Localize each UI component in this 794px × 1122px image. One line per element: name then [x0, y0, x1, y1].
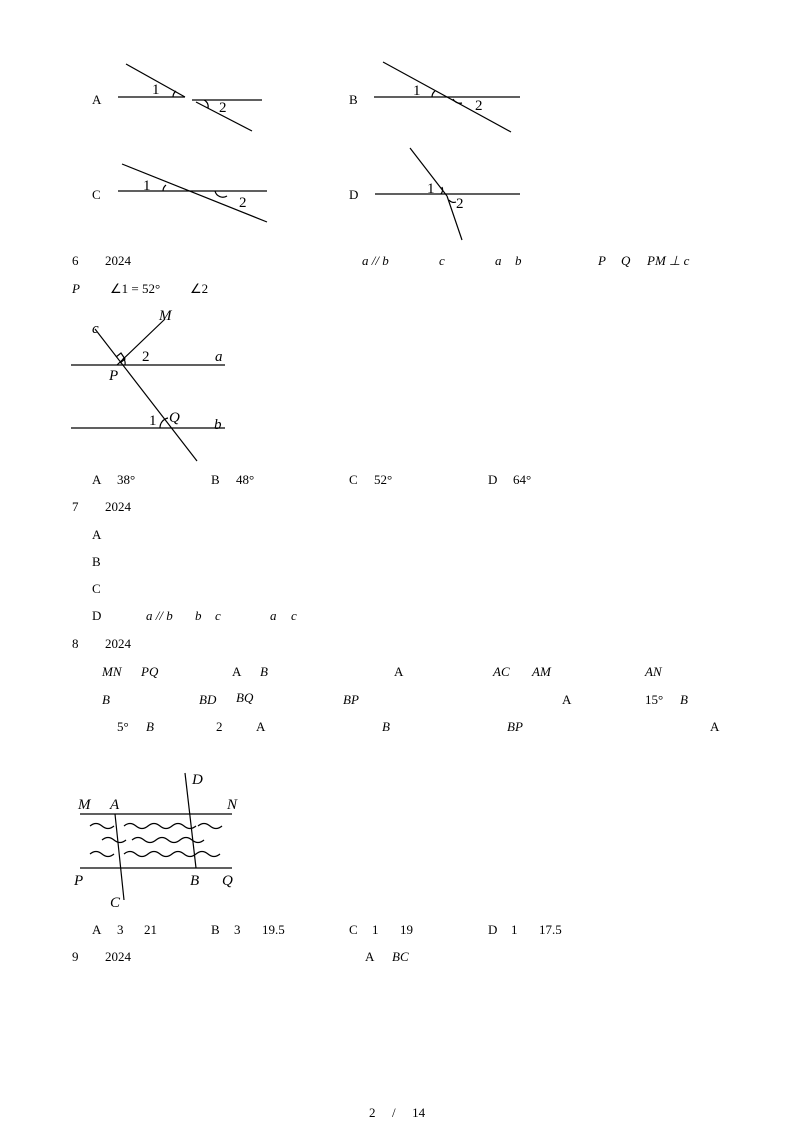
q8-choice-d-letter: D [488, 922, 498, 937]
q6-choice-b-value: 48° [236, 472, 255, 487]
option-c-angle2: 2 [239, 195, 247, 211]
q8-choice-c-v2: 19 [400, 922, 413, 937]
q6-point-p: P [598, 253, 606, 268]
q8-fig-n: N [227, 797, 238, 813]
q8-fig-b: B [190, 873, 200, 889]
q7-d-b: b [195, 608, 202, 623]
option-c-angle1: 1 [143, 178, 151, 194]
q8-fig-p: P [74, 873, 84, 889]
option-a-figure [110, 58, 270, 138]
q6-fig-p: P [109, 368, 119, 384]
q8-year: 2024 [105, 636, 131, 651]
q6-choice-d-letter: D [488, 472, 498, 487]
q8-fig-a: A [110, 797, 120, 813]
q8-choice-c-v1: 1 [372, 922, 379, 937]
q8-l3-a: A [256, 719, 266, 734]
q6-angle1: ∠1 = 52° [110, 281, 161, 296]
q8-l2-a: A [562, 692, 572, 707]
q8-choice-d-v1: 1 [511, 922, 518, 937]
q6-line2-p: P [72, 281, 80, 296]
option-b-label: B [349, 92, 358, 107]
q8-fig-q: Q [222, 873, 233, 889]
q8-l3-a2: A [710, 719, 720, 734]
option-a-angle2: 2 [219, 100, 227, 116]
q8-l2-bq: BQ [236, 690, 254, 705]
q8-l3-b2: B [382, 719, 390, 734]
q6-point-q: Q [621, 253, 631, 268]
q8-l2-15deg: 15° [645, 692, 664, 707]
q6-fig-m: M [159, 308, 172, 324]
q6-choice-c-value: 52° [374, 472, 393, 487]
option-d-figure [370, 140, 530, 245]
q8-l1-a: A [232, 664, 242, 679]
q8-l1-b: B [260, 664, 268, 679]
option-d-label: D [349, 187, 359, 202]
q6-fig-angle2: 2 [142, 349, 150, 365]
page-number: 2 [368, 1105, 376, 1120]
q7-d-c2: c [291, 608, 297, 623]
q6-fig-q: Q [169, 410, 180, 426]
option-c-label: C [92, 187, 101, 202]
q6-choice-a-value: 38° [117, 472, 136, 487]
q6-number: 6 [72, 253, 79, 268]
q8-choice-a-v1: 3 [117, 922, 124, 937]
q6-perp: PM ⊥ c [647, 253, 690, 268]
q6-line-b: b [515, 253, 522, 268]
q8-choice-b-v2: 19.5 [262, 922, 285, 937]
q6-choice-a-letter: A [92, 472, 102, 487]
q8-l1-am: AM [532, 664, 551, 679]
q8-l2-b: B [102, 692, 110, 707]
option-d-angle2: 2 [456, 196, 464, 212]
option-d-angle1: 1 [427, 181, 435, 197]
option-b-angle1: 1 [413, 83, 421, 99]
q8-l3-bp: BP [507, 719, 523, 734]
q8-number: 8 [72, 636, 79, 651]
q8-choice-a-v2: 21 [144, 922, 157, 937]
q7-option-a: A [92, 527, 102, 542]
q6-figure [65, 305, 235, 467]
q6-fig-angle1: 1 [149, 413, 157, 429]
q8-choice-d-v2: 17.5 [539, 922, 562, 937]
q9-bc: BC [392, 949, 409, 964]
q6-parallel: a // b [362, 253, 389, 268]
q6-year: 2024 [105, 253, 131, 268]
q8-choice-b-letter: B [211, 922, 220, 937]
q7-d-parallel: a // b [146, 608, 173, 623]
q6-choice-d-value: 64° [513, 472, 532, 487]
q8-choice-c-letter: C [349, 922, 358, 937]
q8-l3-5deg: 5° [117, 719, 129, 734]
q7-d-c: c [215, 608, 221, 623]
q6-fig-a: a [215, 349, 223, 365]
option-b-figure [370, 58, 530, 138]
q8-l2-bp: BP [343, 692, 359, 707]
q6-line-a: a [495, 253, 502, 268]
q9-a: A [365, 949, 375, 964]
option-a-angle1: 1 [152, 82, 160, 98]
q6-choice-b-letter: B [211, 472, 220, 487]
page-separator: / [391, 1105, 396, 1120]
q7-year: 2024 [105, 499, 131, 514]
q9-year: 2024 [105, 949, 131, 964]
q8-l1-mn: MN [102, 664, 122, 679]
q8-l2-bd: BD [199, 692, 217, 707]
q6-fig-c: c [92, 321, 99, 337]
q8-l1-an: AN [645, 664, 662, 679]
q9-number: 9 [72, 949, 79, 964]
q8-choice-b-v1: 3 [234, 922, 241, 937]
option-b-angle2: 2 [475, 98, 483, 114]
q8-fig-d: D [192, 772, 203, 788]
page-total: 14 [412, 1105, 426, 1120]
q8-l3-b: B [146, 719, 154, 734]
q8-l2-b2: B [680, 692, 688, 707]
q7-option-c: C [92, 581, 101, 596]
q7-option-b: B [92, 554, 101, 569]
option-c-figure [110, 160, 270, 230]
q6-angle2: ∠2 [190, 281, 209, 296]
q8-choice-a-letter: A [92, 922, 102, 937]
q8-fig-m: M [78, 797, 91, 813]
option-a-label: A [92, 92, 102, 107]
q6-fig-b: b [214, 417, 222, 433]
q8-fig-c: C [110, 895, 121, 911]
q7-d-a: a [270, 608, 277, 623]
q6-line-c: c [439, 253, 445, 268]
q8-l1-pq: PQ [141, 664, 159, 679]
q8-l1-a2: A [394, 664, 404, 679]
q8-l3-2: 2 [216, 719, 223, 734]
q7-option-d: D [92, 608, 102, 623]
q8-l1-ac: AC [493, 664, 510, 679]
q6-choice-c-letter: C [349, 472, 358, 487]
q8-river-figure [70, 768, 250, 914]
page-footer [0, 1106, 794, 1119]
q7-number: 7 [72, 499, 79, 514]
